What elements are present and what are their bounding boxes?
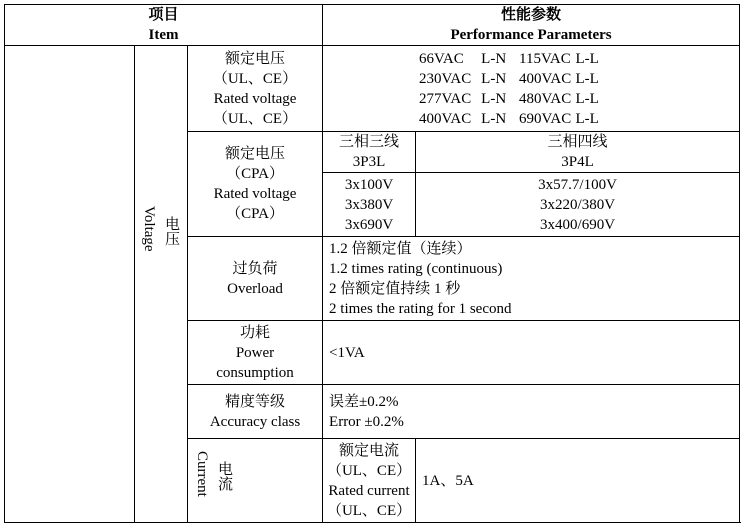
rated-voltage-ul-label [188, 46, 323, 132]
accuracy-value-en: Error ±0.2% [329, 413, 404, 430]
current-category-en: Current [194, 451, 210, 497]
current-category-cn: 电流 [216, 461, 232, 491]
rated-voltage-ul-cn: 额定电压 [225, 50, 286, 67]
cpa-3p3l-value: 3x690V [344, 216, 394, 233]
cpa-3p3l-values [323, 173, 416, 237]
voltage-pair: 230VAC L-N [419, 70, 507, 87]
overload-label-cn: 过负荷 [232, 260, 278, 277]
overload-line: 1.2 倍额定值（连续） [329, 240, 472, 257]
params-header [323, 5, 740, 46]
rated-voltage-cpa-cn-sub: （CPA） [226, 166, 284, 182]
params-header-en: Performance Parameters [450, 27, 612, 43]
voltage-pair: 115VAC L-L [519, 50, 599, 67]
overload-line: 2 倍额定值持续 1 秒 [329, 280, 461, 297]
power-value: <1VA [323, 321, 740, 385]
cpa-3p4l-title [416, 132, 740, 173]
power-label-cn: 功耗 [240, 324, 271, 341]
blank-left-column [5, 46, 135, 523]
power-label-en: Power [235, 344, 275, 361]
rated-voltage-cpa-cn: 额定电压 [225, 146, 286, 162]
rated-voltage-cpa-label [188, 132, 323, 237]
cpa-3p3l-title-cn: 三相三线 [339, 134, 400, 150]
params-header-cn: 性能参数 [501, 7, 562, 23]
overload-label-en: Overload [227, 280, 283, 297]
row-rated-voltage-ul [5, 46, 740, 132]
cpa-3p4l-title-cn: 三相四线 [547, 134, 608, 150]
rated-voltage-cpa-en: Rated voltage [213, 186, 297, 202]
cpa-3p4l-title-en: 3P4L [561, 154, 594, 170]
current-category [188, 439, 323, 523]
cpa-3p4l-value: 3x57.7/100V [538, 176, 617, 193]
overload-value [323, 237, 740, 321]
item-header [5, 5, 323, 46]
item-header-en: Item [148, 27, 179, 43]
cpa-3p3l-value: 3x380V [344, 196, 394, 213]
rated-current-cn: 额定电流 [339, 442, 400, 459]
item-header-cn: 项目 [148, 7, 179, 23]
performance-parameters-table [4, 4, 740, 523]
cpa-3p4l-value: 3x220/380V [540, 196, 616, 213]
accuracy-label-cn: 精度等级 [225, 393, 286, 410]
accuracy-label [188, 385, 323, 439]
rated-voltage-ul-cn-sub: （UL、CE） [212, 70, 298, 87]
cpa-3p3l-title [323, 132, 416, 173]
cpa-3p3l-title-en: 3P3L [352, 154, 386, 170]
rated-current-cn-sub: （UL、CE） [326, 462, 412, 479]
rated-voltage-ul-en-sub: （UL、CE） [212, 110, 298, 127]
cpa-3p4l-values [416, 173, 740, 237]
cpa-3p4l-value: 3x400/690V [540, 216, 616, 233]
voltage-category [135, 46, 188, 523]
rated-voltage-ul-en: Rated voltage [213, 90, 297, 107]
overload-line: 1.2 times rating (continuous) [329, 260, 503, 277]
voltage-pair: 66VAC L-N [419, 50, 507, 67]
header-row [5, 5, 740, 46]
overload-line: 2 times the rating for 1 second [329, 300, 512, 317]
rated-current-en-sub: （UL、CE） [326, 502, 412, 519]
voltage-pair: 400VAC L-N [419, 110, 507, 127]
rated-current-label [323, 439, 416, 523]
cpa-3p3l-value: 3x100V [344, 176, 394, 193]
power-label [188, 321, 323, 385]
voltage-pair: 690VAC L-L [519, 110, 599, 127]
rated-current-en: Rated current [328, 482, 410, 499]
overload-label [188, 237, 323, 321]
rated-voltage-cpa-en-sub: （CPA） [226, 206, 284, 222]
voltage-pair: 400VAC L-L [519, 70, 599, 87]
accuracy-value-cn: 误差±0.2% [329, 393, 399, 410]
voltage-pair: 480VAC L-L [519, 90, 599, 107]
voltage-category-en: Voltage [141, 206, 157, 252]
accuracy-label-en: Accuracy class [209, 413, 301, 430]
rated-current-value: 1A、5A [416, 439, 740, 523]
voltage-pair: 277VAC L-N [419, 90, 507, 107]
rated-voltage-ul-values [323, 46, 740, 132]
power-label-en2: consumption [216, 364, 294, 381]
voltage-category-cn: 电压 [163, 216, 179, 246]
accuracy-value [323, 385, 740, 439]
